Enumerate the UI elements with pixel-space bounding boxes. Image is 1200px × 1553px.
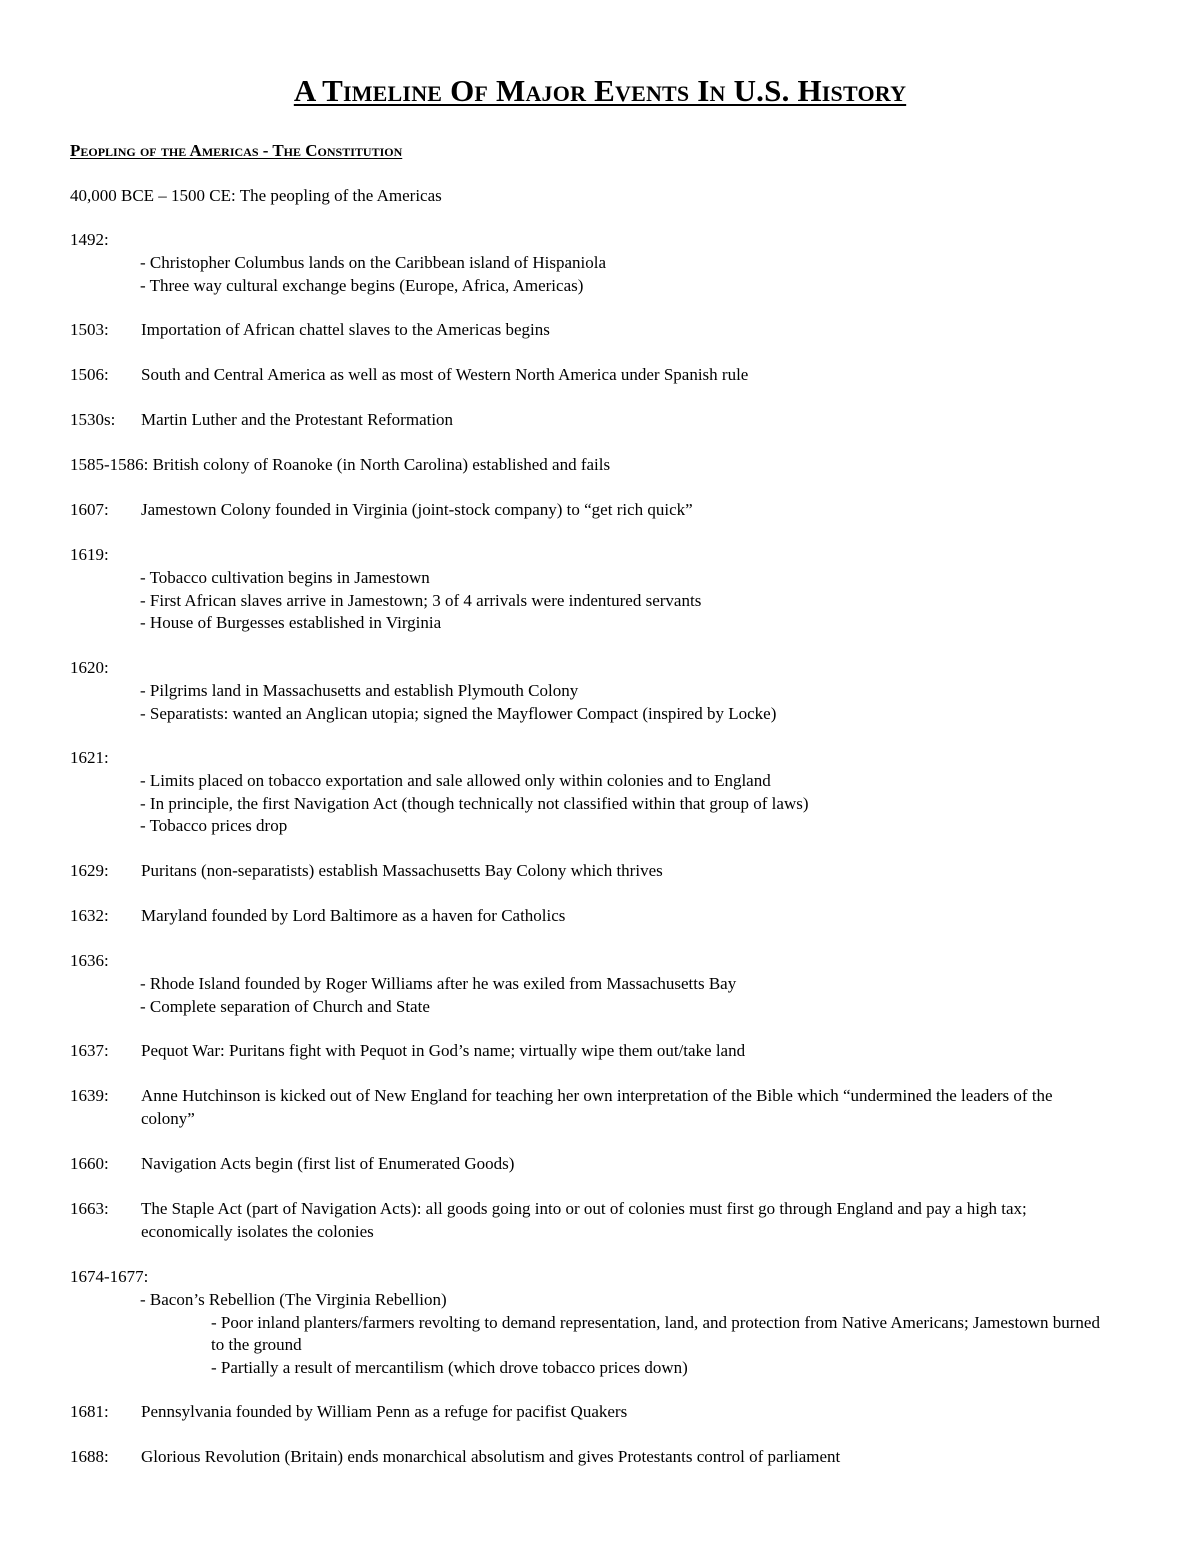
entry-date: 1660: bbox=[70, 1154, 109, 1173]
entry-item: - Three way cultural exchange begins (Europe, Africa, Americas) bbox=[140, 275, 584, 295]
entry-text: Jamestown Colony founded in Virginia (joint-stock company) to “get rich quick” bbox=[141, 500, 693, 519]
timeline-entry-1607 bbox=[70, 499, 1130, 522]
timeline-entry-1619 bbox=[70, 544, 1130, 635]
entry-text: Martin Luther and the Protestant Reformation bbox=[141, 410, 454, 429]
timeline-entry-1639 bbox=[70, 1085, 1130, 1131]
entry-text: 40,000 BCE – 1500 CE: The peopling of the Americas bbox=[70, 186, 442, 205]
entry-date: 1637: bbox=[70, 1041, 109, 1060]
entry-date: 1530s: bbox=[70, 410, 116, 429]
timeline-entry-1492 bbox=[70, 229, 1130, 297]
entry-date: 1639: bbox=[70, 1086, 109, 1105]
section-heading: Peopling of the Americas - The Constitution bbox=[70, 141, 403, 160]
entry-date: 1620: bbox=[70, 658, 109, 677]
entry-date: 1621: bbox=[70, 748, 109, 767]
entry-text: Puritans (non-separatists) establish Massachusetts Bay Colony which thrives bbox=[141, 861, 663, 880]
entry-item: - First African slaves arrive in Jamestown; 3 of 4 arrivals were indentured servants bbox=[140, 590, 702, 610]
entry-item: - Christopher Columbus lands on the Caribbean island of Hispaniola bbox=[140, 252, 607, 272]
entry-subitem: - Poor inland planters/farmers revolting to demand representation, land, and protection from Native Americans; Jamestown burned to the ground bbox=[211, 1312, 1100, 1355]
entry-text: South and Central America as well as most of Western North America under Spanish rule bbox=[141, 365, 749, 384]
timeline-entry-1674 bbox=[70, 1266, 1130, 1380]
timeline-entry-1636 bbox=[70, 950, 1130, 1018]
entry-date: 1607: bbox=[70, 500, 109, 519]
entry-date: 1629: bbox=[70, 861, 109, 880]
page-title: A Timeline Of Major Events In U.S. History bbox=[293, 73, 907, 108]
entry-date: 1506: bbox=[70, 365, 109, 384]
entry-date: 1674-1677: bbox=[70, 1267, 149, 1286]
entry-item: - Separatists: wanted an Anglican utopia; signed the Mayflower Compact (inspired by Locke) bbox=[140, 703, 777, 723]
entry-item: - Tobacco prices drop bbox=[140, 816, 288, 836]
entry-item: - House of Burgesses established in Virginia bbox=[140, 613, 442, 633]
entry-item: - Complete separation of Church and State bbox=[140, 996, 430, 1016]
entry-text: The Staple Act (part of Navigation Acts): all goods going into or out of colonies must first go through England and pay a high tax; economically isolates the colonies bbox=[141, 1199, 1027, 1241]
timeline-entry-1621 bbox=[70, 747, 1130, 838]
entry-text: Pennsylvania founded by William Penn as a refuge for pacifist Quakers bbox=[141, 1402, 628, 1421]
entry-date: 1688: bbox=[70, 1447, 109, 1466]
timeline-entry-1585 bbox=[70, 454, 1130, 477]
timeline-entry-1632 bbox=[70, 905, 1130, 928]
timeline-entry-peopling bbox=[70, 185, 1130, 208]
timeline-entry-1530s bbox=[70, 409, 1130, 432]
entry-subitem: - Partially a result of mercantilism (which drove tobacco prices down) bbox=[211, 1358, 688, 1378]
entry-item: - Rhode Island founded by Roger Williams after he was exiled from Massachusetts Bay bbox=[140, 973, 737, 993]
timeline-entry-1629 bbox=[70, 860, 1130, 883]
entry-item: - In principle, the first Navigation Act (though technically not classified within that group of laws) bbox=[140, 793, 809, 813]
entry-item: - Tobacco cultivation begins in Jamestown bbox=[140, 567, 430, 587]
entry-date: 1619: bbox=[70, 545, 109, 564]
entry-text: Importation of African chattel slaves to the Americas begins bbox=[141, 320, 550, 339]
timeline-entry-1620 bbox=[70, 657, 1130, 725]
entry-text: Maryland founded by Lord Baltimore as a haven for Catholics bbox=[141, 906, 566, 925]
entry-text: Glorious Revolution (Britain) ends monarchical absolutism and gives Protestants control of parliament bbox=[141, 1447, 841, 1466]
entry-text: Navigation Acts begin (first list of Enumerated Goods) bbox=[141, 1154, 515, 1173]
timeline-entry-1660 bbox=[70, 1153, 1130, 1176]
entry-text: 1585-1586: British colony of Roanoke (in North Carolina) established and fails bbox=[70, 455, 611, 474]
entry-text: Anne Hutchinson is kicked out of New England for teaching her own interpretation of the Bible which “undermined the leaders of the colony” bbox=[141, 1086, 1053, 1128]
entry-item: - Limits placed on tobacco exportation and sale allowed only within colonies and to England bbox=[140, 770, 771, 790]
timeline-entry-1688 bbox=[70, 1446, 1130, 1469]
entry-date: 1503: bbox=[70, 320, 109, 339]
timeline-entry-1681 bbox=[70, 1401, 1130, 1424]
entry-date: 1492: bbox=[70, 230, 109, 249]
entry-item: - Pilgrims land in Massachusetts and establish Plymouth Colony bbox=[140, 680, 579, 700]
entry-item: - Bacon’s Rebellion (The Virginia Rebellion) bbox=[140, 1289, 447, 1309]
timeline-entry-1663 bbox=[70, 1198, 1130, 1244]
entry-date: 1663: bbox=[70, 1199, 109, 1218]
entry-date: 1632: bbox=[70, 906, 109, 925]
timeline-entry-1506 bbox=[70, 364, 1130, 387]
entry-date: 1681: bbox=[70, 1402, 109, 1421]
timeline-entry-1503 bbox=[70, 319, 1130, 342]
entry-date: 1636: bbox=[70, 951, 109, 970]
entry-text: Pequot War: Puritans fight with Pequot in God’s name; virtually wipe them out/take land bbox=[141, 1041, 746, 1060]
timeline-entry-1637 bbox=[70, 1040, 1130, 1063]
